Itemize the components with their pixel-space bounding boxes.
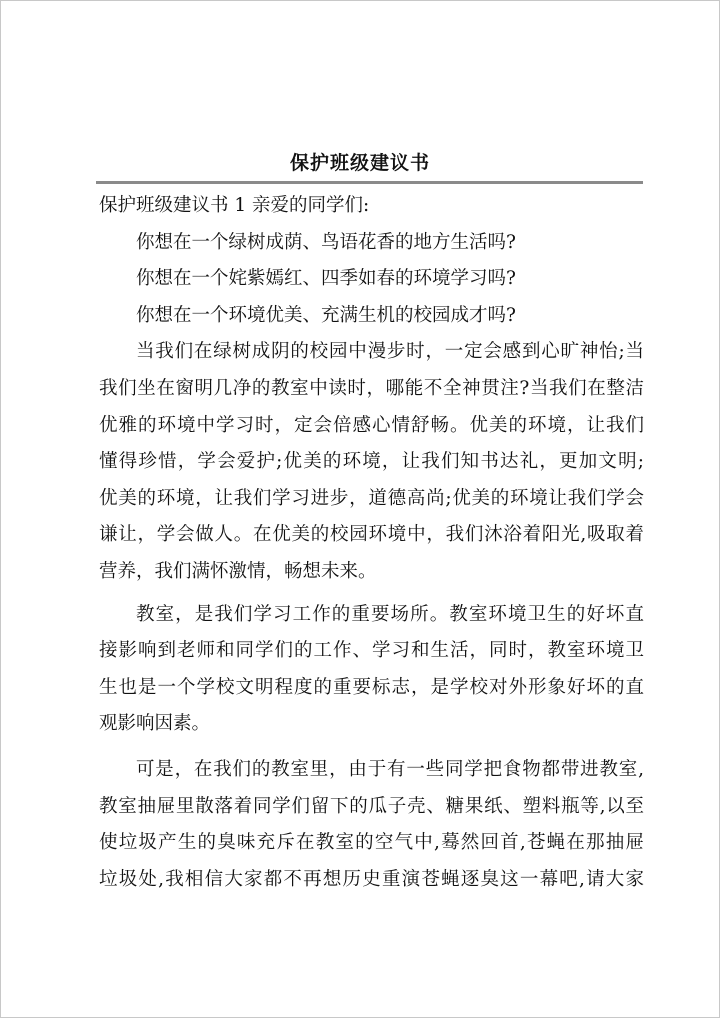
paragraph-line: 懂得珍惜，学会爱护;优美的环境，让我们知书达礼，更加文明; [99,451,644,473]
paragraph-line: 教室抽屉里散落着同学们留下的瓜子壳、糖果纸、塑料瓶等,以至 [99,795,644,817]
document-title: 保护班级建议书 [289,152,430,174]
paragraph-line: 垃圾处,我相信大家都不再想历史重演苍蝇逐臭这一幕吧,请大家 [99,868,644,890]
paragraph-line: 观影响因素。 [99,713,211,735]
body-paragraph [99,752,644,898]
question-line: 你想在一个绿树成荫、鸟语花香的地方生活吗? [136,231,516,253]
question-paragraph [99,225,644,262]
body-paragraph [99,334,644,590]
paragraph-line: 优美的环境，让我们学习进步，道德高尚;优美的环境让我们学会 [99,487,644,509]
paragraph-line: 使垃圾产生的臭味充斥在教室的空气中,蓦然回首,苍蝇在那抽屉 [99,832,644,854]
paragraph-line: 生也是一个学校文明程度的重要标志，是学校对外形象好坏的直 [99,676,644,698]
paragraph-line: 教室，是我们学习工作的重要场所。教室环境卫生的好坏直 [136,603,644,625]
salutation-paragraph [99,188,644,225]
body-paragraph [99,597,644,743]
paragraph-line: 当我们在绿树成阴的校园中漫步时，一定会感到心旷神怡;当 [136,341,644,363]
paragraph-line: 我们坐在窗明几净的教室中读时，哪能不全神贯注?当我们在整洁 [99,377,644,399]
title-underline [96,181,643,184]
question-line: 你想在一个姹紫嫣红、四季如春的环境学习吗? [136,268,516,290]
salutation-line: 保护班级建议书 1 亲爱的同学们: [99,195,370,216]
question-paragraph [99,298,644,335]
paragraph-line: 营养，我们满怀激情，畅想未来。 [99,560,377,582]
document-body [99,188,644,898]
paragraph-line: 谦让，学会做人。在优美的校园环境中，我们沐浴着阳光,吸取着 [99,524,644,546]
paragraph-line: 接影响到老师和同学们的工作、学习和生活，同时，教室环境卫 [99,640,644,662]
paragraph-line: 可是，在我们的教室里，由于有一些同学把食物都带进教室, [136,758,644,780]
question-paragraph [99,261,644,298]
paragraph-line: 优雅的环境中学习时，定会倍感心情舒畅。优美的环境，让我们 [99,414,644,436]
question-line: 你想在一个环境优美、充满生机的校园成才吗? [136,304,516,326]
